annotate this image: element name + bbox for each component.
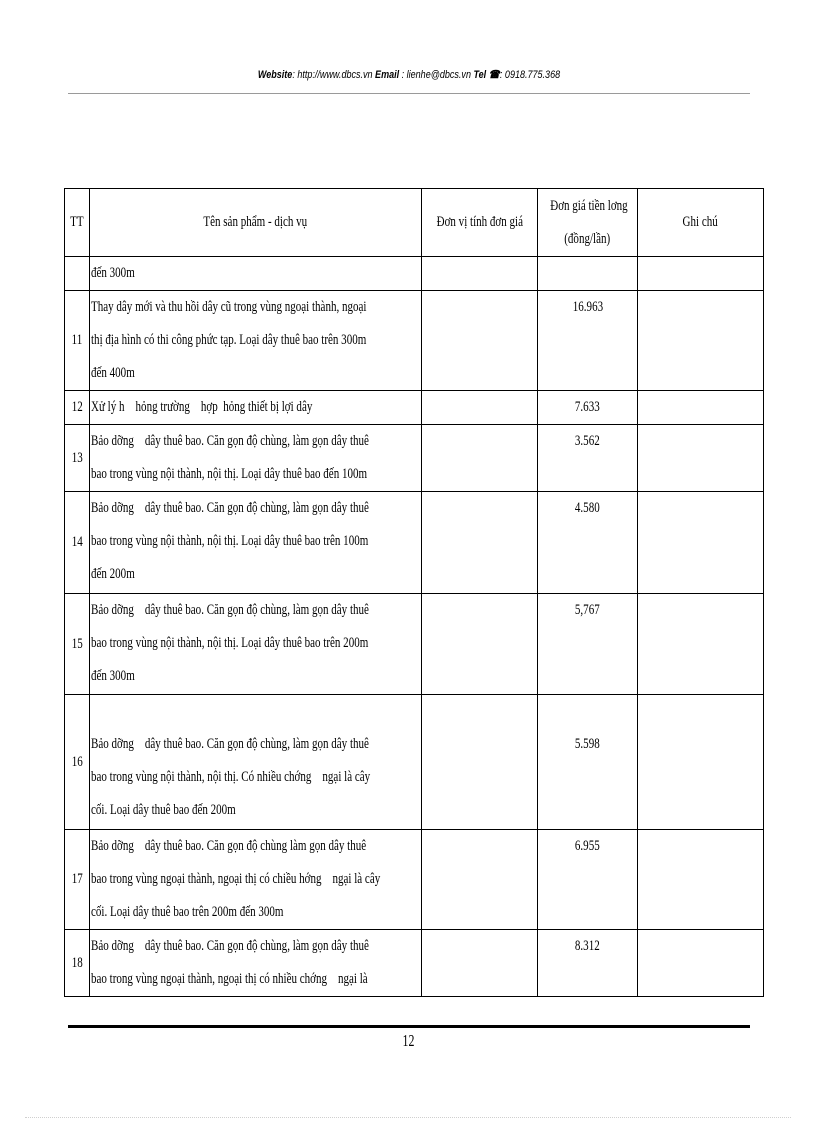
product-name-line: Bảo dỡng dây thuê bao. Căn gọn độ chùng, làm gọn dây thuê: [91, 736, 369, 752]
page-number: 12: [402, 1031, 414, 1050]
footer-divider: [68, 1025, 750, 1028]
price-table: [64, 188, 764, 997]
note-cell: [638, 257, 764, 291]
note-cell: [638, 492, 764, 594]
price-cell: 7.633: [538, 391, 638, 425]
website-label: Website: [257, 69, 293, 81]
product-name-line: bao trong vùng nội thành, nội thị. Loại dây thuê bao trên 200m: [91, 635, 369, 651]
product-name: [90, 492, 422, 594]
tel-label: Tel ☎: [473, 69, 500, 81]
table-row: [65, 930, 764, 997]
table-header-row: [65, 189, 764, 257]
product-name: [90, 695, 422, 830]
product-name-line: bao trong vùng ngoại thành, ngoại thị có nhiều chớng ngại là: [91, 971, 368, 987]
product-name-line: đến 300m: [91, 668, 135, 684]
product-name-line: đến 200m: [91, 566, 135, 582]
row-number: 13: [65, 425, 90, 492]
product-name: [90, 425, 422, 492]
unit-cell: [422, 257, 538, 291]
unit-cell: [422, 425, 538, 492]
product-name-line: Bảo dỡng dây thuê bao. Căn gọn độ chùng, làm gọn dây thuê: [91, 500, 369, 516]
page-header: [129, 68, 688, 81]
table-row: [65, 257, 764, 291]
product-name: [90, 830, 422, 930]
price-cell: 6.955: [538, 830, 638, 930]
product-name: [90, 391, 422, 425]
table-row: [65, 830, 764, 930]
product-name-line: Bảo dỡng dây thuê bao. Căn gọn độ chùng, làm gọn dây thuê: [91, 433, 369, 449]
email-value: : lienhe@dbcs.vn: [401, 69, 471, 81]
product-name-line: Bảo dỡng dây thuê bao. Căn gọn độ chùng làm gọn dây thuê: [91, 838, 367, 854]
price-cell: 3.562: [538, 425, 638, 492]
product-name-line: Thay dây mới và thu hồi dây cũ trong vùng ngoại thành, ngoại: [91, 299, 367, 315]
row-number: 16: [65, 695, 90, 830]
product-name-line: cối. Loại dây thuê bao đến 200m: [91, 802, 236, 818]
row-number: [65, 257, 90, 291]
note-cell: [638, 930, 764, 997]
product-name-line: Xử lý h hỏng trường hợp hỏng thiết bị lợi dây: [91, 399, 313, 415]
price-cell: [538, 257, 638, 291]
product-name-line: bao trong vùng nội thành, nội thị. Loại dây thuê bao đến 100m: [91, 466, 368, 482]
note-cell: [638, 291, 764, 391]
table-row: [65, 695, 764, 830]
table-row: [65, 492, 764, 594]
table-row: [65, 594, 764, 695]
product-name: [90, 257, 422, 291]
unit-cell: [422, 930, 538, 997]
price-cell: 4.580: [538, 492, 638, 594]
note-cell: [638, 695, 764, 830]
tel-value: : 0918.775.368: [499, 69, 561, 81]
row-number: 11: [65, 291, 90, 391]
product-name-line: bao trong vùng nội thành, nội thị. Loại dây thuê bao trên 100m: [91, 533, 369, 549]
page-edge-dots: [25, 1117, 791, 1118]
product-name-line: Bảo dỡng dây thuê bao. Căn gọn độ chùng, làm gọn dây thuê: [91, 938, 369, 954]
row-number: 12: [65, 391, 90, 425]
note-cell: [638, 594, 764, 695]
price-cell: 5,767: [538, 594, 638, 695]
product-name-line: bao trong vùng ngoại thành, ngoại thị có chiều hớng ngại là cây: [91, 871, 381, 887]
product-name: [90, 930, 422, 997]
note-cell: [638, 830, 764, 930]
product-name-line: đến 300m: [91, 265, 135, 281]
price-cell: 16.963: [538, 291, 638, 391]
note-cell: [638, 391, 764, 425]
header-tt: TT: [65, 189, 90, 257]
unit-cell: [422, 695, 538, 830]
product-name: [90, 291, 422, 391]
header-note: Ghi chú: [638, 189, 764, 257]
note-cell: [638, 425, 764, 492]
table-row: [65, 291, 764, 391]
product-name-line: bao trong vùng nội thành, nội thị. Có nhiều chớng ngại là cây: [91, 769, 371, 785]
product-name-line: đến 400m: [91, 365, 135, 381]
email-label: Email: [375, 69, 400, 81]
unit-cell: [422, 594, 538, 695]
website-value: : http://www.dbcs.vn: [292, 69, 373, 81]
table-row: [65, 391, 764, 425]
unit-cell: [422, 391, 538, 425]
row-number: 17: [65, 830, 90, 930]
row-number: 14: [65, 492, 90, 594]
product-name: [90, 594, 422, 695]
price-cell: 5.598: [538, 695, 638, 830]
header-divider: [68, 93, 750, 94]
price-cell: 8.312: [538, 930, 638, 997]
product-name-line: cối. Loại dây thuê bao trên 200m đến 300m: [91, 904, 284, 920]
unit-cell: [422, 291, 538, 391]
table-row: [65, 425, 764, 492]
header-unit: Đơn vị tính đơn giá: [422, 189, 538, 257]
unit-cell: [422, 492, 538, 594]
header-price: Đơn giá tiền lơng (đồng/lần): [538, 189, 638, 257]
header-name: Tên sản phẩm - dịch vụ: [90, 189, 422, 257]
unit-cell: [422, 830, 538, 930]
row-number: 15: [65, 594, 90, 695]
row-number: 18: [65, 930, 90, 997]
product-name-line: Bảo dỡng dây thuê bao. Căn gọn độ chùng, làm gọn dây thuê: [91, 602, 369, 618]
product-name-line: thị địa hình có thi công phức tạp. Loại dây thuê bao trên 300m: [91, 332, 367, 348]
table-body: [65, 257, 764, 997]
